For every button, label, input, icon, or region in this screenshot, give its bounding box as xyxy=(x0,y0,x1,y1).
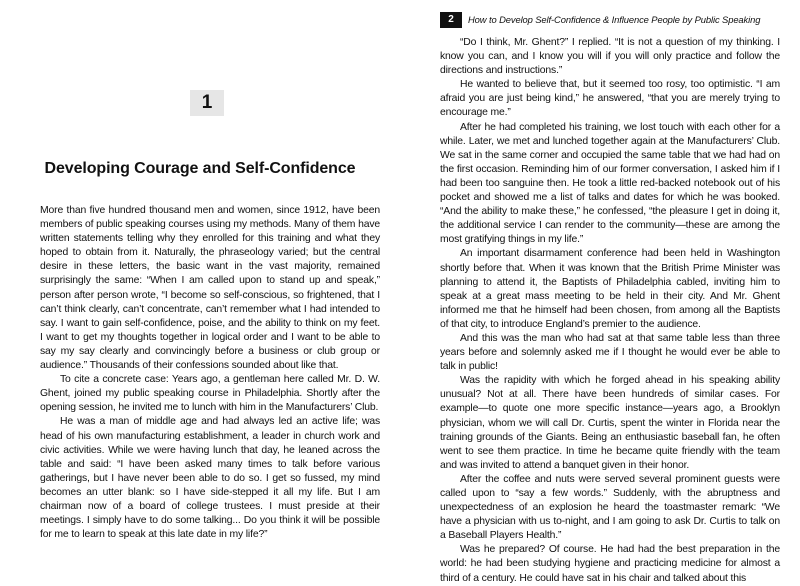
right-page xyxy=(400,0,800,584)
paragraph: To cite a concrete case: Years ago, a gentleman here called Mr. D. W. Ghent, joined my public speaking course in Philadelphia. Shortly after the opening session, he invited me to lunch with him in the Manufacturers’ Club. xyxy=(40,374,380,414)
chapter-number: 1 xyxy=(190,90,224,116)
paragraph: He wanted to believe that, but it seemed too rosy, too optimistic. “I am afraid you are just being kind,” he answered, “that you are merely trying to encourage me.” xyxy=(440,79,780,119)
chapter-title: Developing Courage and Self-Confidence xyxy=(44,160,356,177)
paragraph: “Do I think, Mr. Ghent?” I replied. “It is not a question of my thinking. I know you can, and I know you will if you will only practice and follow the directions and instructions.” xyxy=(440,37,780,77)
running-head xyxy=(440,12,800,28)
running-title: How to Develop Self-Confidence & Influence People by Public Speaking xyxy=(468,14,761,25)
paragraph: Was the rapidity with which he forged ahead in his speaking ability unusual? Not at all. There have been hundreds of similar cases. For example—to quote one more specific instance—years ago, a Brooklyn physician, whom we will call Dr. Curtis, spent the winter in Florida near the training grounds of the Giants. Being an enthusiastic baseball fan, he often went to see them practice. In time he became quite friendly with the team and was invited to attend a banquet given in their honor. xyxy=(440,375,780,471)
left-page xyxy=(0,0,400,565)
paragraph: More than five hundred thousand men and women, since 1912, have been members of public speaking courses using my methods. Many of them have written statements telling why they enrolled for this training and what they hoped to obtain from it. Naturally, the phraseology varied; but the central desire in these letters, the basic want in the vast majority, remained surprisingly the same: “When I am called upon to stand up and speak,” person after person wrote, “I become so self-conscious, so frightened, that I can’t think clearly, can’t concentrate, can’t remember what I had intended to say. I want to gain self-confidence, poise, and the ability to think on my feet. I want to get my thoughts together in logical order and I want to be able to say my say clearly and convincingly before a business or club group or audience.” Thousands of their confessions sounded about like that. xyxy=(40,205,380,372)
paragraph: Was he prepared? Of course. He had had the best preparation in the world: he had been studying hygiene and practicing medicine for almost a third of a century. He could have sat in his chair and talked about this xyxy=(440,544,780,584)
paragraph: After the coffee and nuts were served several prominent guests were called upon to “say a few words.” Suddenly, with the abruptness and unexpectedness of an explosion he heard the toastmaster remark: “We have a physician with us to-night, and I am going to ask Dr. Curtis to talk on a Baseball Players Health.” xyxy=(440,473,780,542)
paragraph: He was a man of middle age and had always led an active life; was head of his own manufacturing establishment, a leader in church work and civic activities. While we were having lunch that day, he leaned across the table and said: “I have been asked many times to talk before various gatherings, but I have never been able to do so. I get so fussed, my mind becomes an utter blank: so I have side-stepped it all my life. But I am chairman now of a board of college trustees. I must preside at their meetings. I simply have to do some talking... Do you think it will be possible for me to learn to speak at this late date in my life?” xyxy=(40,416,380,541)
right-body-text xyxy=(440,36,780,586)
page-number: 2 xyxy=(440,12,462,28)
paragraph: And this was the man who had sat at that same table less than three years before and solemnly asked me if I thought he would ever be able to talk in public! xyxy=(440,332,780,373)
paragraph: An important disarmament conference had been held in Washington shortly before that. When it was known that the British Prime Minister was planning to attend it, the Baptists of Philadelphia cabled, inviting him to speak at a great mass meeting to be held in their city. And Mr. Ghent informed me that he himself had been chosen, from among all the Baptists of that city, to introduce England’s premier to the audience. xyxy=(440,248,780,330)
paragraph: After he had completed his training, we lost touch with each other for a while. Later, we met and lunched together again at the Manufacturers’ Club. We sat in the same corner and occupied the same table that we had had on the first occasion. Reminding him of our former conversation, I asked him if I had been too sanguine then. He took a little red-backed notebook out of his pocket and showed me a list of talks and dates for which he was booked. “And the ability to make these,” he confessed, “the pleasure I get in doing it, the additional service I can render to the community—these are among the most gratifying things in my life.” xyxy=(440,121,780,246)
left-body-text xyxy=(40,204,380,542)
